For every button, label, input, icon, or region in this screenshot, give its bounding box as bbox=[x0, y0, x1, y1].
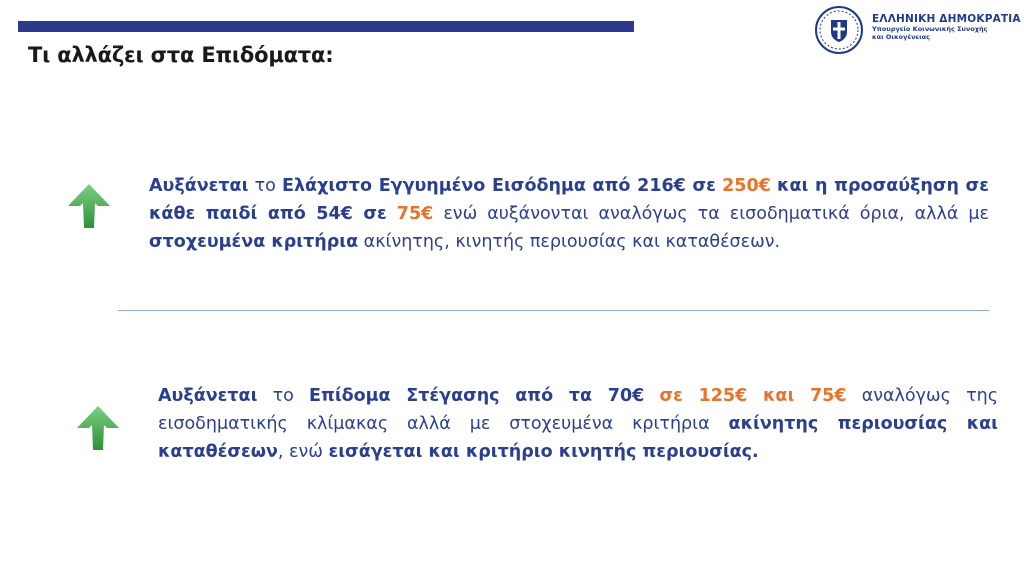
page-title: Τι αλλάζει στα Επιδόματα: bbox=[28, 43, 334, 67]
income-benefit-paragraph: Αυξάνεται το Ελάχιστο Εγγυημένο Εισόδημα από 216€ σε 250€ και η προσαύξηση σε κάθε παιδί από 54€ σε 75€ ενώ αυξάνονται αναλόγως τα εισοδηματικά όρια, αλλά με στοχευμένα κριτήρια ακίνητης, κινητής περιουσίας και καταθέσεων. bbox=[149, 176, 990, 252]
greek-emblem-icon bbox=[814, 5, 864, 55]
up-arrow-icon bbox=[66, 182, 112, 232]
up-arrow-icon bbox=[75, 404, 121, 454]
housing-benefit-paragraph: Αυξάνεται το Επίδομα Στέγασης από τα 70€ σε 125€ και 75€ αναλόγως της εισοδηματικής κλίμακας αλλά με στοχευμένα κριτήρια ακίνητης περιουσίας και καταθέσεων, ενώ εισάγεται και κριτήριο κινητής περιουσίας. bbox=[158, 386, 998, 462]
logo-country: ΕΛΛΗΝΙΚΗ ΔΗΜΟΚΡΑΤΙΑ bbox=[872, 13, 1021, 25]
logo-ministry-cont: και Οικογένειας bbox=[872, 33, 930, 41]
ministry-logo bbox=[814, 5, 1021, 57]
header-accent-bar bbox=[18, 21, 634, 32]
logo-ministry: Υπουργείο Κοινωνικής Συνοχής bbox=[872, 25, 988, 33]
section-divider bbox=[118, 310, 989, 311]
